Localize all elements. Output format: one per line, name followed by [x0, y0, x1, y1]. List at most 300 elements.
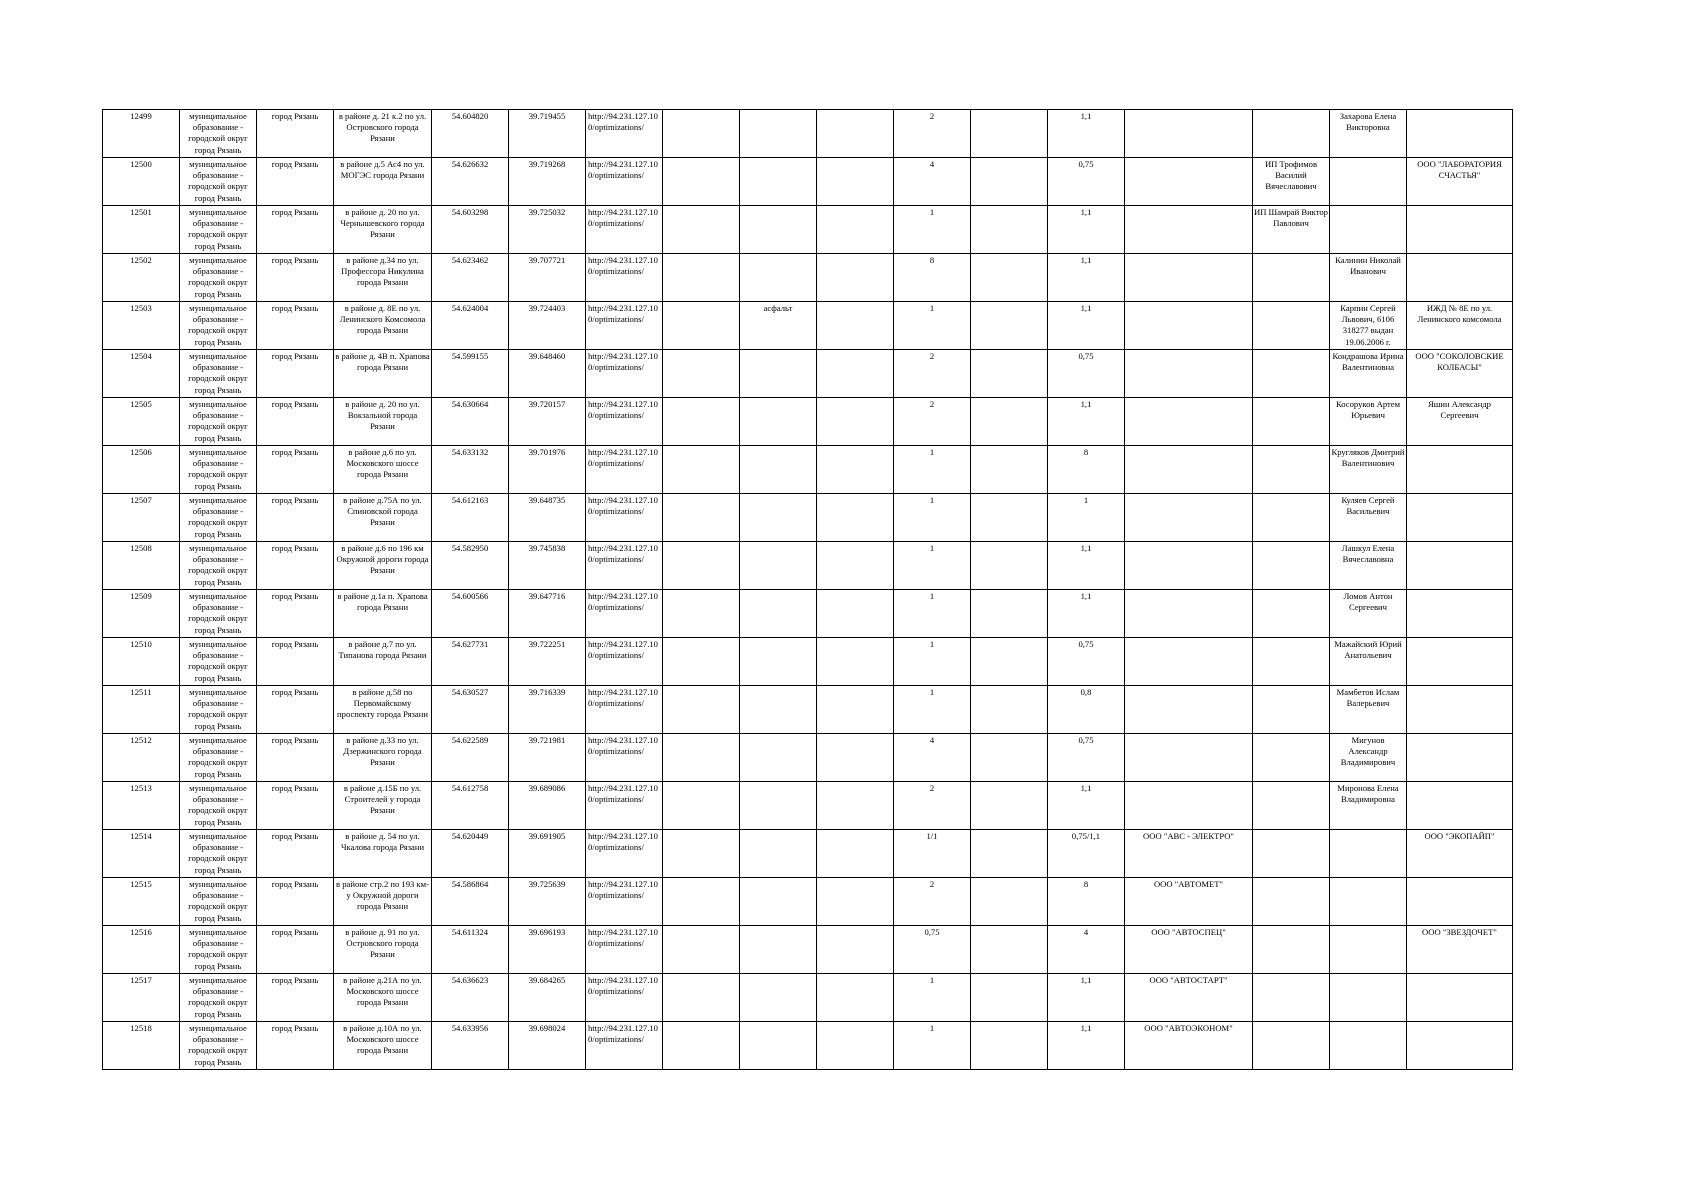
address-cell: в районе д.75А по ул. Спиновской города Рязани: [334, 494, 432, 542]
empty-cell-12: [971, 398, 1048, 446]
person-cell: [1330, 878, 1407, 926]
container-volume-cell: 1,1: [1048, 974, 1125, 1022]
settlement-cell: город Рязань: [257, 254, 334, 302]
map-link-cell: http://94.231.127.100/optimizations/: [586, 494, 663, 542]
longitude-cell: 39.719268: [509, 158, 586, 206]
surface-cell: [740, 398, 817, 446]
container-volume-cell: 0,75: [1048, 350, 1125, 398]
empty-cell-10: [817, 494, 894, 542]
latitude-cell: 54.630664: [432, 398, 509, 446]
latitude-cell: 54.586864: [432, 878, 509, 926]
empty-cell-10: [817, 206, 894, 254]
settlement-cell: город Рязань: [257, 350, 334, 398]
map-link-cell: http://94.231.127.100/optimizations/: [586, 542, 663, 590]
container-volume-cell: 1,1: [1048, 1022, 1125, 1070]
map-link-cell: http://94.231.127.100/optimizations/: [586, 974, 663, 1022]
person-cell: Ломов Антон Сергеевич: [1330, 590, 1407, 638]
person-cell: Захарова Елена Викторовна: [1330, 110, 1407, 158]
table-row: [103, 878, 1513, 926]
container-volume-cell: 1,1: [1048, 398, 1125, 446]
record-id-cell: 12504: [103, 350, 180, 398]
individual-entrepreneur-cell: [1253, 782, 1330, 830]
municipality-cell: муниципальное образование - городской округ город Рязань: [180, 254, 257, 302]
longitude-cell: 39.725639: [509, 878, 586, 926]
empty-cell-8: [663, 782, 740, 830]
individual-entrepreneur-cell: [1253, 830, 1330, 878]
address-cell: в районе д. 4В п. Храпова города Рязани: [334, 350, 432, 398]
record-id-cell: 12506: [103, 446, 180, 494]
container-count-cell: 1: [894, 686, 971, 734]
table-row: [103, 254, 1513, 302]
latitude-cell: 54.627731: [432, 638, 509, 686]
municipality-cell: муниципальное образование - городской округ город Рязань: [180, 782, 257, 830]
longitude-cell: 39.716339: [509, 686, 586, 734]
longitude-cell: 39.696193: [509, 926, 586, 974]
empty-cell-8: [663, 878, 740, 926]
individual-entrepreneur-cell: [1253, 110, 1330, 158]
longitude-cell: 39.745838: [509, 542, 586, 590]
latitude-cell: 54.622589: [432, 734, 509, 782]
container-volume-cell: 1,1: [1048, 302, 1125, 350]
legal-entity-cell: [1125, 206, 1253, 254]
address-cell: в районе д.34 по ул. Профессора Никулина города Рязани: [334, 254, 432, 302]
surface-cell: [740, 782, 817, 830]
latitude-cell: 54.582950: [432, 542, 509, 590]
record-id-cell: 12509: [103, 590, 180, 638]
table-row: [103, 158, 1513, 206]
table-row: [103, 206, 1513, 254]
municipality-cell: муниципальное образование - городской округ город Рязань: [180, 590, 257, 638]
container-volume-cell: 8: [1048, 878, 1125, 926]
empty-cell-12: [971, 350, 1048, 398]
empty-cell-8: [663, 974, 740, 1022]
longitude-cell: 39.724403: [509, 302, 586, 350]
empty-cell-10: [817, 830, 894, 878]
table-row: [103, 686, 1513, 734]
surface-cell: [740, 974, 817, 1022]
empty-cell-8: [663, 302, 740, 350]
empty-cell-10: [817, 782, 894, 830]
legal-entity-cell: [1125, 398, 1253, 446]
table-row: [103, 974, 1513, 1022]
legal-entity-cell: ООО "АВТОСТАРТ": [1125, 974, 1253, 1022]
table-row: [103, 734, 1513, 782]
surface-cell: [740, 542, 817, 590]
empty-cell-12: [971, 590, 1048, 638]
longitude-cell: 39.725032: [509, 206, 586, 254]
empty-cell-12: [971, 302, 1048, 350]
address-cell: в районе д.7 по ул. Типанова города Рязани: [334, 638, 432, 686]
latitude-cell: 54.633956: [432, 1022, 509, 1070]
table-row: [103, 1022, 1513, 1070]
address-cell: в районе д. 8Е по ул. Ленинского Комсомола города Рязани: [334, 302, 432, 350]
latitude-cell: 54.604820: [432, 110, 509, 158]
record-id-cell: 12501: [103, 206, 180, 254]
empty-cell-10: [817, 638, 894, 686]
surface-cell: [740, 158, 817, 206]
source-cell: [1407, 494, 1513, 542]
source-cell: [1407, 110, 1513, 158]
empty-cell-12: [971, 254, 1048, 302]
empty-cell-12: [971, 158, 1048, 206]
empty-cell-10: [817, 590, 894, 638]
map-link-cell: http://94.231.127.100/optimizations/: [586, 158, 663, 206]
person-cell: Мамбетов Ислам Валерьевич: [1330, 686, 1407, 734]
latitude-cell: 54.633132: [432, 446, 509, 494]
empty-cell-12: [971, 494, 1048, 542]
person-cell: Мигунов Александр Владимирович: [1330, 734, 1407, 782]
container-volume-cell: 8: [1048, 446, 1125, 494]
source-cell: ООО "ЭКОПАЙП": [1407, 830, 1513, 878]
record-id-cell: 12518: [103, 1022, 180, 1070]
settlement-cell: город Рязань: [257, 734, 334, 782]
empty-cell-8: [663, 398, 740, 446]
longitude-cell: 39.689086: [509, 782, 586, 830]
container-volume-cell: 4: [1048, 926, 1125, 974]
address-cell: в районе д. 20 по ул. Вокзальной города Рязани: [334, 398, 432, 446]
individual-entrepreneur-cell: [1253, 926, 1330, 974]
empty-cell-12: [971, 926, 1048, 974]
container-count-cell: 1/1: [894, 830, 971, 878]
table-row: [103, 590, 1513, 638]
empty-cell-10: [817, 974, 894, 1022]
empty-cell-8: [663, 110, 740, 158]
individual-entrepreneur-cell: [1253, 734, 1330, 782]
container-count-cell: 1: [894, 1022, 971, 1070]
empty-cell-8: [663, 254, 740, 302]
map-link-cell: http://94.231.127.100/optimizations/: [586, 1022, 663, 1070]
latitude-cell: 54.600566: [432, 590, 509, 638]
longitude-cell: 39.701976: [509, 446, 586, 494]
container-volume-cell: 0,75: [1048, 158, 1125, 206]
source-cell: ООО "СОКОЛОВСКИЕ КОЛБАСЫ": [1407, 350, 1513, 398]
container-count-cell: 2: [894, 782, 971, 830]
empty-cell-8: [663, 1022, 740, 1070]
empty-cell-10: [817, 158, 894, 206]
address-cell: в районе д.21А по ул. Московского шоссе города Рязани: [334, 974, 432, 1022]
longitude-cell: 39.719455: [509, 110, 586, 158]
legal-entity-cell: ООО "АВТОМЕТ": [1125, 878, 1253, 926]
source-cell: [1407, 206, 1513, 254]
empty-cell-8: [663, 638, 740, 686]
empty-cell-12: [971, 206, 1048, 254]
source-cell: [1407, 446, 1513, 494]
address-cell: в районе д.10А по ул. Московского шоссе города Рязани: [334, 1022, 432, 1070]
person-cell: Мажайский Юрий Анатольевич: [1330, 638, 1407, 686]
registry-table: [102, 109, 1513, 1070]
person-cell: [1330, 926, 1407, 974]
longitude-cell: 39.698024: [509, 1022, 586, 1070]
table-row: [103, 446, 1513, 494]
surface-cell: [740, 878, 817, 926]
record-id-cell: 12503: [103, 302, 180, 350]
source-cell: [1407, 974, 1513, 1022]
legal-entity-cell: [1125, 446, 1253, 494]
empty-cell-10: [817, 542, 894, 590]
container-count-cell: 2: [894, 398, 971, 446]
record-id-cell: 12507: [103, 494, 180, 542]
person-cell: Косоруков Артем Юрьевич: [1330, 398, 1407, 446]
source-cell: [1407, 734, 1513, 782]
legal-entity-cell: [1125, 686, 1253, 734]
person-cell: [1330, 830, 1407, 878]
municipality-cell: муниципальное образование - городской округ город Рязань: [180, 926, 257, 974]
settlement-cell: город Рязань: [257, 926, 334, 974]
container-count-cell: 1: [894, 638, 971, 686]
settlement-cell: город Рязань: [257, 878, 334, 926]
municipality-cell: муниципальное образование - городской округ город Рязань: [180, 1022, 257, 1070]
table-row: [103, 110, 1513, 158]
source-cell: ООО "ЛАБОРАТОРИЯ СЧАСТЬЯ": [1407, 158, 1513, 206]
individual-entrepreneur-cell: [1253, 638, 1330, 686]
record-id-cell: 12500: [103, 158, 180, 206]
surface-cell: асфальт: [740, 302, 817, 350]
container-count-cell: 2: [894, 878, 971, 926]
source-cell: [1407, 686, 1513, 734]
container-volume-cell: 1,1: [1048, 782, 1125, 830]
surface-cell: [740, 830, 817, 878]
individual-entrepreneur-cell: [1253, 1022, 1330, 1070]
person-cell: Кругляков Дмитрий Валентинович: [1330, 446, 1407, 494]
settlement-cell: город Рязань: [257, 590, 334, 638]
container-count-cell: 8: [894, 254, 971, 302]
legal-entity-cell: [1125, 542, 1253, 590]
container-volume-cell: 0,75/1,1: [1048, 830, 1125, 878]
municipality-cell: муниципальное образование - городской округ город Рязань: [180, 974, 257, 1022]
longitude-cell: 39.722251: [509, 638, 586, 686]
record-id-cell: 12517: [103, 974, 180, 1022]
table-row: [103, 302, 1513, 350]
surface-cell: [740, 206, 817, 254]
municipality-cell: муниципальное образование - городской округ город Рязань: [180, 686, 257, 734]
settlement-cell: город Рязань: [257, 686, 334, 734]
empty-cell-10: [817, 446, 894, 494]
map-link-cell: http://94.231.127.100/optimizations/: [586, 446, 663, 494]
person-cell: Карпин Сергей Львович, 6106 318277 выдан 19.06.2006 г.: [1330, 302, 1407, 350]
municipality-cell: муниципальное образование - городской округ город Рязань: [180, 734, 257, 782]
empty-cell-12: [971, 446, 1048, 494]
settlement-cell: город Рязань: [257, 638, 334, 686]
municipality-cell: муниципальное образование - городской округ город Рязань: [180, 206, 257, 254]
person-cell: Куляев Сергей Васильевич: [1330, 494, 1407, 542]
container-count-cell: 1: [894, 494, 971, 542]
empty-cell-12: [971, 830, 1048, 878]
empty-cell-12: [971, 686, 1048, 734]
municipality-cell: муниципальное образование - городской округ город Рязань: [180, 494, 257, 542]
empty-cell-10: [817, 398, 894, 446]
container-count-cell: 0,75: [894, 926, 971, 974]
container-volume-cell: 1: [1048, 494, 1125, 542]
legal-entity-cell: [1125, 110, 1253, 158]
address-cell: в районе д. 54 по ул. Чкалова города Рязани: [334, 830, 432, 878]
table-row: [103, 494, 1513, 542]
individual-entrepreneur-cell: [1253, 542, 1330, 590]
empty-cell-10: [817, 926, 894, 974]
address-cell: в районе стр.2 по 193 км-у Окружной дороги города Рязани: [334, 878, 432, 926]
record-id-cell: 12508: [103, 542, 180, 590]
record-id-cell: 12499: [103, 110, 180, 158]
person-cell: Лашкул Елена Вячеславовна: [1330, 542, 1407, 590]
latitude-cell: 54.624004: [432, 302, 509, 350]
municipality-cell: муниципальное образование - городской округ город Рязань: [180, 542, 257, 590]
person-cell: [1330, 974, 1407, 1022]
legal-entity-cell: [1125, 302, 1253, 350]
legal-entity-cell: ООО "АВТОЭКОНОМ": [1125, 1022, 1253, 1070]
empty-cell-10: [817, 734, 894, 782]
address-cell: в районе д.15Б по ул. Строителей у города Рязани: [334, 782, 432, 830]
container-count-cell: 1: [894, 302, 971, 350]
map-link-cell: http://94.231.127.100/optimizations/: [586, 686, 663, 734]
empty-cell-8: [663, 446, 740, 494]
container-volume-cell: 0,8: [1048, 686, 1125, 734]
longitude-cell: 39.648460: [509, 350, 586, 398]
empty-cell-12: [971, 542, 1048, 590]
source-cell: ИЖД № 8Е по ул. Ленинского комсомола: [1407, 302, 1513, 350]
latitude-cell: 54.626632: [432, 158, 509, 206]
municipality-cell: муниципальное образование - городской округ город Рязань: [180, 830, 257, 878]
municipality-cell: муниципальное образование - городской округ город Рязань: [180, 878, 257, 926]
municipality-cell: муниципальное образование - городской округ город Рязань: [180, 110, 257, 158]
map-link-cell: http://94.231.127.100/optimizations/: [586, 302, 663, 350]
individual-entrepreneur-cell: [1253, 974, 1330, 1022]
surface-cell: [740, 254, 817, 302]
latitude-cell: 54.611324: [432, 926, 509, 974]
container-count-cell: 2: [894, 350, 971, 398]
registry-table-body: [103, 110, 1513, 1070]
municipality-cell: муниципальное образование - городской округ город Рязань: [180, 638, 257, 686]
surface-cell: [740, 734, 817, 782]
empty-cell-10: [817, 1022, 894, 1070]
legal-entity-cell: [1125, 350, 1253, 398]
individual-entrepreneur-cell: ИП Трофимов Василий Вячеславович: [1253, 158, 1330, 206]
settlement-cell: город Рязань: [257, 542, 334, 590]
empty-cell-12: [971, 110, 1048, 158]
longitude-cell: 39.647716: [509, 590, 586, 638]
longitude-cell: 39.721981: [509, 734, 586, 782]
map-link-cell: http://94.231.127.100/optimizations/: [586, 254, 663, 302]
map-link-cell: http://94.231.127.100/optimizations/: [586, 110, 663, 158]
empty-cell-8: [663, 686, 740, 734]
settlement-cell: город Рязань: [257, 446, 334, 494]
container-volume-cell: 1,1: [1048, 254, 1125, 302]
latitude-cell: 54.612758: [432, 782, 509, 830]
settlement-cell: город Рязань: [257, 110, 334, 158]
municipality-cell: муниципальное образование - городской округ город Рязань: [180, 302, 257, 350]
container-volume-cell: 0,75: [1048, 638, 1125, 686]
address-cell: в районе д.1а п. Храпова города Рязани: [334, 590, 432, 638]
map-link-cell: http://94.231.127.100/optimizations/: [586, 350, 663, 398]
surface-cell: [740, 494, 817, 542]
municipality-cell: муниципальное образование - городской округ город Рязань: [180, 350, 257, 398]
settlement-cell: город Рязань: [257, 974, 334, 1022]
empty-cell-10: [817, 350, 894, 398]
person-cell: Миронова Елена Владимировна: [1330, 782, 1407, 830]
person-cell: Кондрашова Ирина Валентиновна: [1330, 350, 1407, 398]
source-cell: Яшин Александр Сергеевич: [1407, 398, 1513, 446]
legal-entity-cell: ООО "АВС - ЭЛЕКТРО": [1125, 830, 1253, 878]
individual-entrepreneur-cell: ИП Шамрай Виктор Павлович: [1253, 206, 1330, 254]
longitude-cell: 39.720157: [509, 398, 586, 446]
table-row: [103, 926, 1513, 974]
container-volume-cell: 0,75: [1048, 734, 1125, 782]
settlement-cell: город Рязань: [257, 494, 334, 542]
legal-entity-cell: [1125, 638, 1253, 686]
latitude-cell: 54.599155: [432, 350, 509, 398]
surface-cell: [740, 350, 817, 398]
address-cell: в районе д.6 по 196 км Окружной дороги города Рязани: [334, 542, 432, 590]
empty-cell-12: [971, 734, 1048, 782]
record-id-cell: 12512: [103, 734, 180, 782]
source-cell: [1407, 542, 1513, 590]
settlement-cell: город Рязань: [257, 398, 334, 446]
individual-entrepreneur-cell: [1253, 494, 1330, 542]
source-cell: ООО "ЗВЕЗДОЧЕТ": [1407, 926, 1513, 974]
container-volume-cell: 1,1: [1048, 542, 1125, 590]
settlement-cell: город Рязань: [257, 158, 334, 206]
record-id-cell: 12513: [103, 782, 180, 830]
map-link-cell: http://94.231.127.100/optimizations/: [586, 878, 663, 926]
individual-entrepreneur-cell: [1253, 350, 1330, 398]
table-row: [103, 830, 1513, 878]
table-row: [103, 542, 1513, 590]
longitude-cell: 39.691905: [509, 830, 586, 878]
container-volume-cell: 1,1: [1048, 206, 1125, 254]
empty-cell-10: [817, 686, 894, 734]
container-count-cell: 4: [894, 158, 971, 206]
map-link-cell: http://94.231.127.100/optimizations/: [586, 926, 663, 974]
surface-cell: [740, 926, 817, 974]
person-cell: [1330, 158, 1407, 206]
container-volume-cell: 1,1: [1048, 590, 1125, 638]
latitude-cell: 54.636623: [432, 974, 509, 1022]
address-cell: в районе д.33 по ул. Дзержинского города Рязани: [334, 734, 432, 782]
settlement-cell: город Рязань: [257, 830, 334, 878]
longitude-cell: 39.707721: [509, 254, 586, 302]
map-link-cell: http://94.231.127.100/optimizations/: [586, 590, 663, 638]
empty-cell-10: [817, 302, 894, 350]
empty-cell-8: [663, 542, 740, 590]
empty-cell-12: [971, 638, 1048, 686]
empty-cell-8: [663, 494, 740, 542]
address-cell: в районе д. 21 к.2 по ул. Островского города Рязани: [334, 110, 432, 158]
legal-entity-cell: [1125, 158, 1253, 206]
record-id-cell: 12511: [103, 686, 180, 734]
container-volume-cell: 1,1: [1048, 110, 1125, 158]
source-cell: [1407, 254, 1513, 302]
record-id-cell: 12515: [103, 878, 180, 926]
settlement-cell: город Рязань: [257, 1022, 334, 1070]
empty-cell-8: [663, 830, 740, 878]
map-link-cell: http://94.231.127.100/optimizations/: [586, 782, 663, 830]
surface-cell: [740, 446, 817, 494]
record-id-cell: 12514: [103, 830, 180, 878]
address-cell: в районе д.6 по ул. Московского шоссе города Рязани: [334, 446, 432, 494]
latitude-cell: 54.603298: [432, 206, 509, 254]
source-cell: [1407, 1022, 1513, 1070]
municipality-cell: муниципальное образование - городской округ город Рязань: [180, 158, 257, 206]
legal-entity-cell: [1125, 494, 1253, 542]
individual-entrepreneur-cell: [1253, 446, 1330, 494]
table-row: [103, 638, 1513, 686]
table-row: [103, 350, 1513, 398]
surface-cell: [740, 686, 817, 734]
empty-cell-8: [663, 350, 740, 398]
surface-cell: [740, 110, 817, 158]
individual-entrepreneur-cell: [1253, 590, 1330, 638]
empty-cell-8: [663, 590, 740, 638]
empty-cell-12: [971, 1022, 1048, 1070]
longitude-cell: 39.648735: [509, 494, 586, 542]
